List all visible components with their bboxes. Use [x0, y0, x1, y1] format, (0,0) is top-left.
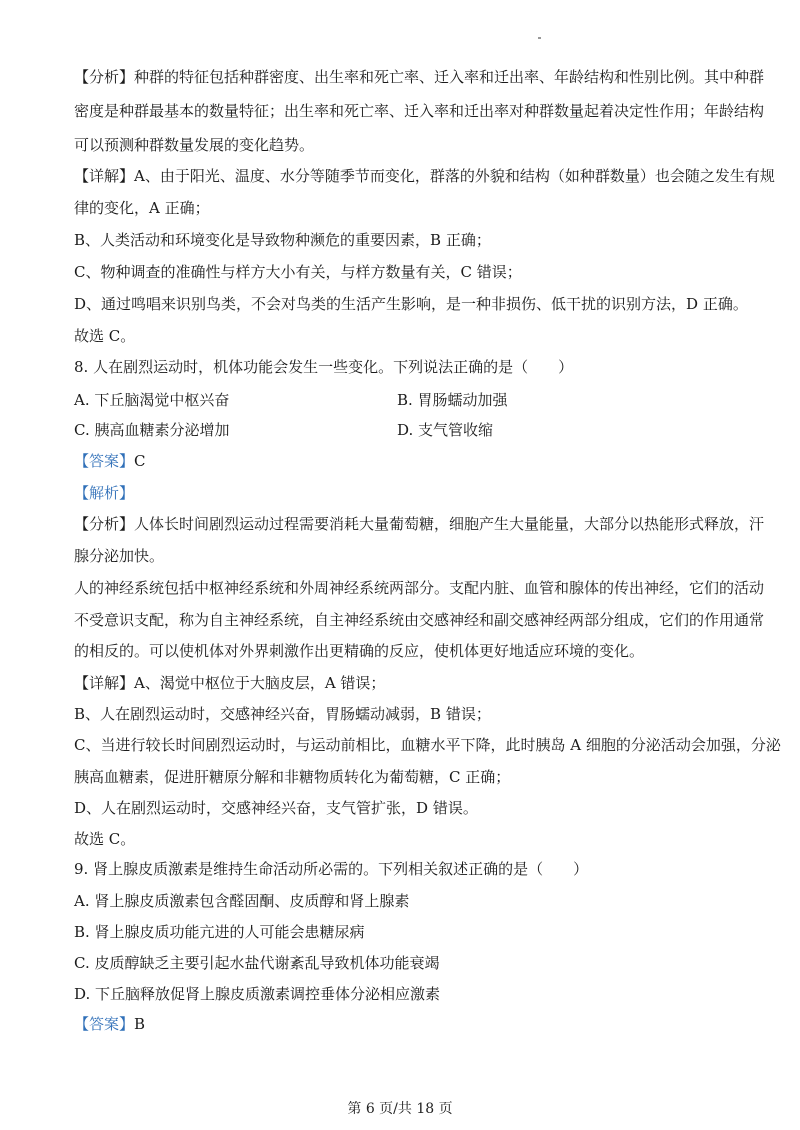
answer-line — [74, 1014, 145, 1034]
option-c: C. 皮质醇缺乏主要引起水盐代谢紊乱导致机体功能衰竭 — [74, 954, 440, 972]
choice-line: 故选 C。 — [74, 327, 136, 345]
detail-line: B、人类活动和环境变化是导致物种濒危的重要因素，B 正确； — [74, 231, 491, 249]
jiexi-tag: 【解析】 — [74, 484, 135, 502]
choice-line: 故选 C。 — [74, 830, 136, 848]
option-a: A. 下丘脑渴觉中枢兴奋 — [74, 391, 230, 409]
question-9-stem: 9. 肾上腺皮质激素是维持生命活动所必需的。下列相关叙述正确的是（ ） — [74, 860, 589, 878]
detail-line: 【详解】A、渴觉中枢位于大脑皮层，A 错误； — [74, 674, 386, 692]
analysis-line: 可以预测种群数量发展的变化趋势。 — [74, 136, 315, 154]
answer-value: C — [134, 452, 146, 470]
page-number: 第 6 页/共 18 页 — [347, 1101, 453, 1117]
analysis-line: 【分析】种群的特征包括种群密度、出生率和死亡率、迁入率和迁出率、年龄结构和性别比例。其中种群 — [74, 68, 765, 86]
option-d: D. 支气管收缩 — [397, 421, 494, 439]
question-8-stem: 8. 人在剧烈运动时，机体功能会发生一些变化。下列说法正确的是（ ） — [74, 358, 574, 376]
option-a: A. 肾上腺皮质激素包含醛固酮、皮质醇和肾上腺素 — [74, 892, 410, 910]
detail-line: 胰高血糖素，促进肝糖原分解和非糖物质转化为葡萄糖，C 正确； — [74, 768, 511, 786]
analysis-line: 【分析】人体长时间剧烈运动过程需要消耗大量葡萄糖，细胞产生大量能量，大部分以热能形式释放，汗 — [74, 515, 765, 533]
paragraph-line: 不受意识支配，称为自主神经系统，自主神经系统由交感神经和副交感神经两部分组成，它们的作用通常 — [74, 611, 765, 629]
detail-line: D、人在剧烈运动时，交感神经兴奋，支气管扩张，D 错误。 — [74, 799, 478, 817]
detail-line: 律的变化，A 正确； — [74, 199, 210, 217]
option-b: B. 胃肠蠕动加强 — [397, 391, 508, 409]
answer-value: B — [134, 1015, 146, 1033]
detail-line: 【详解】A、由于阳光、温度、水分等随季节而变化，群落的外貌和结构（如种群数量）也会随之发生有规 — [74, 167, 775, 185]
analysis-line: 密度是种群最基本的数量特征；出生率和死亡率、迁入率和迁出率对种群数量起着决定性作用；年龄结构 — [74, 102, 765, 120]
paragraph-line: 人的神经系统包括中枢神经系统和外周神经系统两部分。支配内脏、血管和腺体的传出神经，它们的活动 — [74, 579, 765, 597]
paragraph-line: 的相反的。可以使机体对外界刺激作出更精确的反应，使机体更好地适应环境的变化。 — [74, 642, 645, 660]
detail-line: C、物种调查的准确性与样方大小有关，与样方数量有关，C 错误； — [74, 263, 522, 281]
answer-line — [74, 451, 146, 471]
option-c: C. 胰高血糖素分泌增加 — [74, 421, 230, 439]
detail-line: C、当进行较长时间剧烈运动时，与运动前相比，血糖水平下降，此时胰岛 A 细胞的分泌活动会加强，分泌 — [74, 736, 781, 754]
scan-speck — [538, 37, 541, 39]
detail-line: B、人在剧烈运动时，交感神经兴奋，胃肠蠕动减弱，B 错误； — [74, 705, 491, 723]
analysis-line: 腺分泌加快。 — [74, 547, 165, 565]
answer-tag: 【答案】 — [74, 1015, 135, 1033]
answer-tag: 【答案】 — [74, 452, 135, 470]
option-d: D. 下丘脑释放促肾上腺皮质激素调控垂体分泌相应激素 — [74, 985, 441, 1003]
detail-line: D、通过鸣唱来识别鸟类，不会对鸟类的生活产生影响，是一种非损伤、低干扰的识别方法，D 正确。 — [74, 295, 748, 313]
option-b: B. 肾上腺皮质功能亢进的人可能会患糖尿病 — [74, 923, 365, 941]
